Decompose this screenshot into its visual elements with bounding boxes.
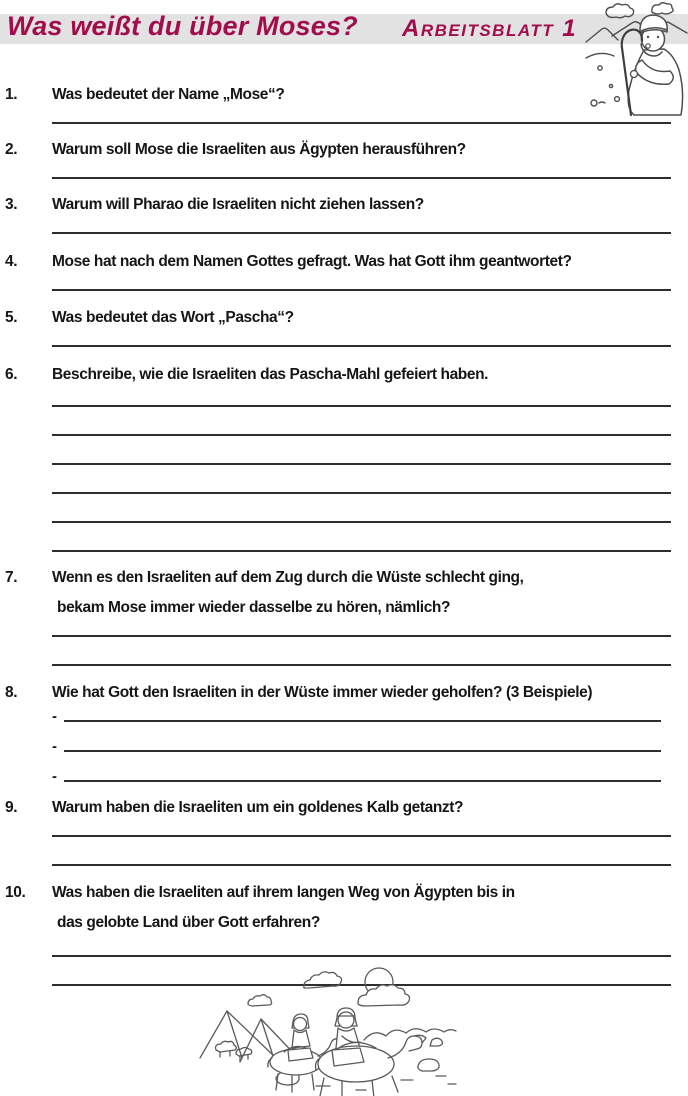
worksheet-label: Arbeitsblatt 1 [402, 15, 578, 42]
answer-line [52, 232, 671, 234]
answer-dash-row [52, 708, 661, 725]
answer-line [52, 521, 671, 523]
question-number: 8. [5, 684, 18, 701]
answer-line [64, 712, 661, 722]
answer-line [64, 742, 661, 752]
camel-rider-lead [316, 1008, 443, 1096]
caravan-illustration [196, 958, 478, 1096]
question-7 [0, 563, 688, 666]
camel-neck [388, 1036, 422, 1058]
answer-line [52, 550, 671, 552]
answer-line [64, 772, 661, 782]
question-3 [0, 190, 688, 234]
rider-head [338, 1012, 354, 1028]
cloud-icon [358, 985, 410, 1006]
question-8 [0, 678, 688, 785]
question-text: Was bedeutet der Name „Mose“? [52, 86, 285, 103]
answer-line [52, 434, 671, 436]
question-number: 7. [5, 569, 18, 586]
answer-line [52, 635, 671, 637]
cloud-icon [652, 3, 673, 14]
sheep-icon [216, 1041, 237, 1052]
rider-torso [292, 1030, 310, 1048]
moses-hand [631, 71, 638, 78]
question-number: 1. [5, 86, 18, 103]
question-number: 5. [5, 309, 18, 326]
question-text: Beschreibe, wie die Israeliten das Pascha-Mahl gefeiert haben. [52, 366, 489, 383]
question-number: 3. [5, 196, 18, 213]
question-9 [0, 793, 688, 866]
question-number: 4. [5, 253, 18, 270]
question-text: Warum soll Mose die Israeliten aus Ägypten herausführen? [52, 141, 466, 158]
bag-icon [430, 1038, 443, 1046]
question-text: Wie hat Gott den Israeliten in der Wüste immer wieder geholfen? (3 Beispiele) [52, 684, 593, 701]
answer-line [52, 492, 671, 494]
answer-line [52, 864, 671, 866]
answer-line [52, 835, 671, 837]
question-number: 9. [5, 799, 18, 816]
answer-line [52, 664, 671, 666]
moses-illustration [584, 0, 688, 118]
cloud-icon [606, 4, 634, 18]
page-title: Was weißt du über Moses? [7, 11, 358, 41]
rider-head [294, 1018, 307, 1031]
question-5 [0, 303, 688, 347]
dash-bullet: - [52, 768, 57, 785]
saddle-blanket [288, 1048, 313, 1061]
question-6 [0, 360, 688, 552]
question-text: Was haben die Israeliten auf ihrem langen Weg von Ägypten bis in [52, 884, 515, 901]
camel-legs [276, 1074, 314, 1092]
question-text: Warum haben die Israeliten um ein goldenes Kalb getanzt? [52, 799, 464, 816]
answer-line [52, 122, 671, 124]
pyramid-icon [200, 1011, 276, 1058]
sheep-icon [236, 1048, 252, 1057]
question-text-line2: bekam Mose immer wieder dasselbe zu hören, nämlich? [57, 599, 451, 616]
question-4 [0, 247, 688, 291]
cloud-icon [304, 972, 342, 988]
dash-bullet: - [52, 738, 57, 755]
answer-line [52, 955, 671, 957]
rock-icon [418, 1059, 439, 1071]
question-text: Warum will Pharao die Israeliten nicht ziehen lassen? [52, 196, 424, 213]
question-text-line2: das gelobte Land über Gott erfahren? [57, 914, 320, 931]
answer-line [52, 345, 671, 347]
question-number: 6. [5, 366, 18, 383]
question-number: 2. [5, 141, 18, 158]
answer-line [52, 405, 671, 407]
dash-bullet: - [52, 708, 57, 725]
question-text: Mose hat nach dem Namen Gottes gefragt. Was hat Gott ihm geantwortet? [52, 253, 572, 270]
answer-line [52, 463, 671, 465]
answer-line [52, 289, 671, 291]
cloud-icon [248, 995, 272, 1006]
question-number: 10. [5, 884, 26, 901]
question-2 [0, 135, 688, 179]
answer-line [52, 177, 671, 179]
question-text: Wenn es den Israeliten auf dem Zug durch die Wüste schlecht ging, [52, 569, 524, 586]
answer-dash-row [52, 738, 661, 755]
question-text: Was bedeutet das Wort „Pascha“? [52, 309, 294, 326]
answer-dash-row [52, 768, 661, 785]
